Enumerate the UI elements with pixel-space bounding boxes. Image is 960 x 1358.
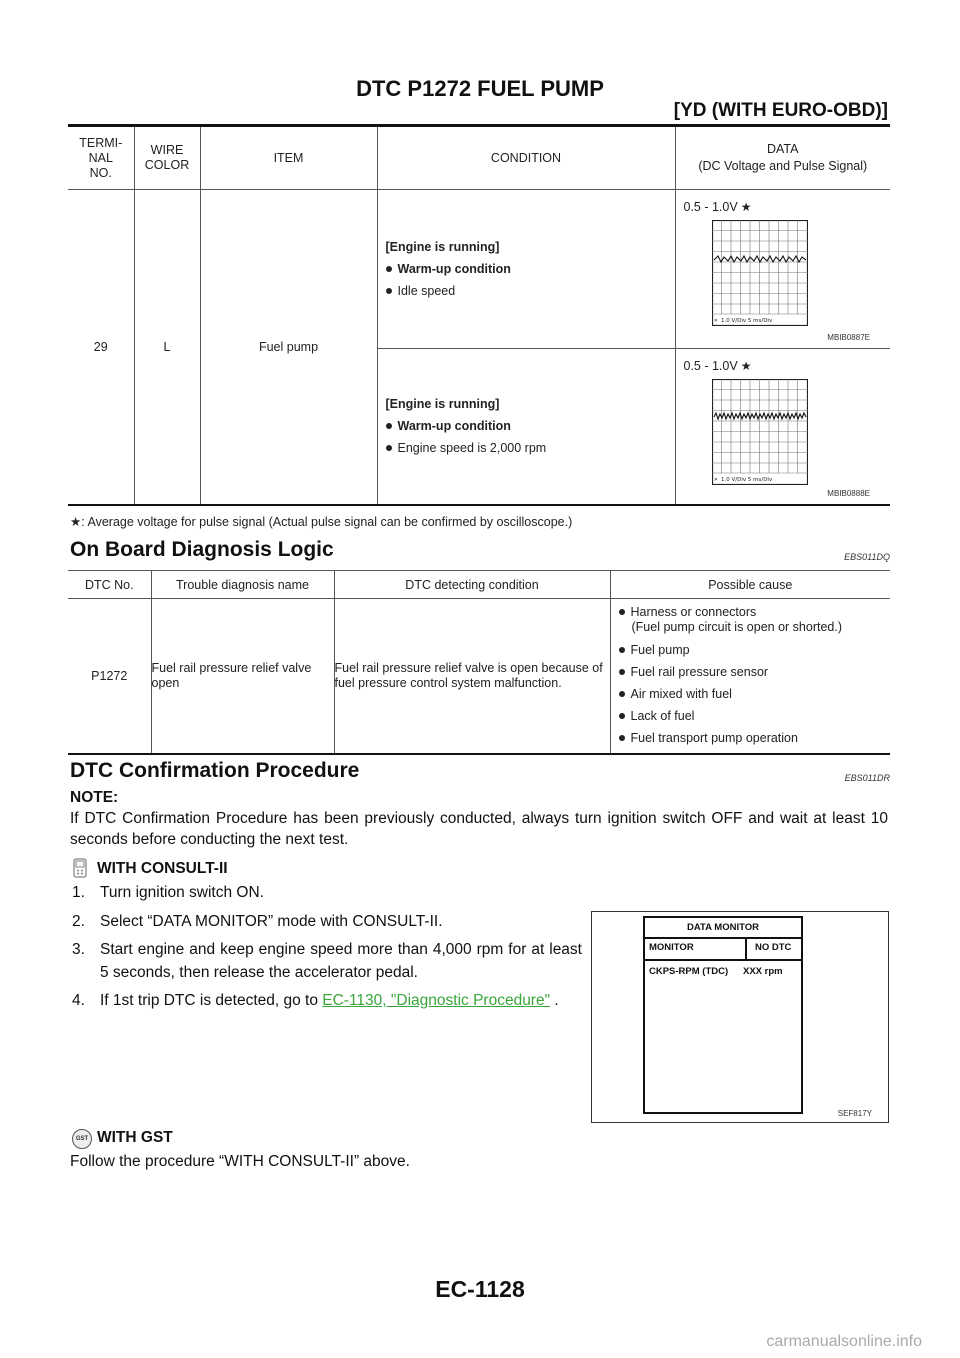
list-item: Air mixed with fuel xyxy=(619,683,883,705)
dtc-table xyxy=(68,570,890,755)
table-row xyxy=(68,190,890,349)
figure-id: SEF817Y xyxy=(837,1109,872,1118)
diagnostic-procedure-link[interactable]: EC-1130, "Diagnostic Procedure" xyxy=(322,992,551,1009)
bullet-icon xyxy=(386,445,392,451)
col-data: DATA (DC Voltage and Pulse Signal) xyxy=(675,127,890,190)
col-detect-condition: DTC detecting condition xyxy=(334,571,610,599)
condition-bullet: Warm-up condition xyxy=(386,258,675,280)
svg-text:»: » xyxy=(713,317,718,324)
list-item-detail: (Fuel pump circuit is open or shorted.) xyxy=(631,620,843,634)
list-item: Fuel transport pump operation xyxy=(619,727,883,749)
bullet-icon xyxy=(619,669,625,675)
col-condition: CONDITION xyxy=(377,127,675,190)
col-possible-cause: Possible cause xyxy=(610,571,890,599)
condition-bullet: Engine speed is 2,000 rpm xyxy=(386,437,675,459)
bullet-icon xyxy=(619,691,625,697)
list-item: 1. Turn ignition switch ON. xyxy=(72,884,264,901)
data-cell xyxy=(675,190,890,349)
condition-cell xyxy=(377,349,675,505)
bullet-icon xyxy=(386,288,392,294)
consult-icon xyxy=(72,858,88,883)
col-trouble-name: Trouble diagnosis name xyxy=(151,571,334,599)
monitor-row-label: CKPS-RPM (TDC) xyxy=(649,966,729,977)
terminal-table-header xyxy=(68,127,890,190)
section-code-confirmation: EBS011DR xyxy=(844,773,890,783)
gst-text: Follow the procedure “WITH CONSULT-II” above. xyxy=(70,1153,410,1170)
voltage-value: 0.5 - 1.0V ★ xyxy=(683,359,752,373)
possible-causes xyxy=(610,599,890,755)
bullet-icon xyxy=(619,735,625,741)
voltage-value: 0.5 - 1.0V ★ xyxy=(683,200,752,214)
condition-cell xyxy=(377,190,675,349)
figure-id: MBIB0888E xyxy=(827,488,870,498)
list-item: 4. If 1st trip DTC is detected, go to EC-1130, "Diagnostic Procedure" . xyxy=(72,992,559,1009)
list-item: 3. Start engine and keep engine speed more than 4,000 rpm for at least 5 seconds, then release the accelerator pedal. xyxy=(72,941,582,981)
oscilloscope-waveform xyxy=(712,379,808,485)
list-item: Harness or connectors xyxy=(619,601,883,623)
condition-title: [Engine is running] xyxy=(385,397,500,412)
scope-scale-label: 1.0 V/Div 5 ms/Div xyxy=(720,318,772,324)
col-dtc-no: DTC No. xyxy=(68,571,151,599)
bullet-icon xyxy=(619,713,625,719)
monitor-title: DATA MONITOR xyxy=(687,922,759,933)
star-icon: ★ xyxy=(740,359,752,373)
svg-text:»: » xyxy=(713,476,718,483)
data-monitor-figure xyxy=(591,911,889,1123)
item-name: Fuel pump xyxy=(200,190,377,505)
star-icon: ★ xyxy=(70,515,82,529)
condition-bullet: Idle speed xyxy=(386,280,675,302)
bullet-icon xyxy=(386,266,392,272)
page-title: DTC P1272 FUEL PUMP xyxy=(356,76,604,101)
bullet-icon xyxy=(386,423,392,429)
table-footnote: ★: Average voltage for pulse signal (Actual pulse signal can be confirmed by oscilloscope.) xyxy=(70,515,573,529)
terminal-table xyxy=(68,127,890,506)
list-item: Lack of fuel xyxy=(619,705,883,727)
dtc-number: P1272 xyxy=(68,599,151,755)
page-number: EC-1128 xyxy=(435,1276,525,1302)
wire-color: L xyxy=(134,190,200,505)
col-terminal: TERMI- NAL NO. xyxy=(68,127,134,190)
list-item: 2. Select “DATA MONITOR” mode with CONSULT-II. xyxy=(72,912,443,930)
dtc-table-header xyxy=(68,571,890,599)
monitor-row-value: XXX rpm xyxy=(743,966,783,977)
condition-title: [Engine is running] xyxy=(385,240,500,254)
page-subtitle: [YD (WITH EURO-OBD)] xyxy=(673,100,888,121)
data-cell xyxy=(675,349,890,505)
list-item: Fuel rail pressure sensor xyxy=(619,661,883,683)
watermark: carmanualsonline.info xyxy=(766,1333,922,1350)
consult-heading: WITH CONSULT-II xyxy=(97,860,228,877)
bullet-icon xyxy=(619,647,625,653)
gst-heading: WITH GST xyxy=(97,1129,173,1146)
note-label: NOTE: xyxy=(70,789,119,806)
table-row xyxy=(68,599,890,755)
monitor-screen xyxy=(643,916,803,1114)
list-item: Fuel pump xyxy=(619,639,883,661)
col-item: ITEM xyxy=(200,127,377,190)
note-text: If DTC Confirmation Procedure has been previously conducted, always turn ignition switch OFF and wait at least 10 seconds before conducting the next test. xyxy=(70,810,888,848)
section-title-obd: On Board Diagnosis Logic xyxy=(70,538,334,561)
monitor-col2: NO DTC xyxy=(755,942,792,953)
monitor-col1: MONITOR xyxy=(649,942,694,953)
detecting-condition: Fuel rail pressure relief valve is open because of fuel pressure control system malfunction. xyxy=(334,599,610,755)
trouble-diagnosis-name: Fuel rail pressure relief valve open xyxy=(151,599,334,755)
terminal-number: 29 xyxy=(68,190,134,505)
section-title-confirmation: DTC Confirmation Procedure xyxy=(70,759,360,782)
col-wire-color: WIRE COLOR xyxy=(134,127,200,190)
scope-scale-label: 1.0 V/Div 5 ms/Div xyxy=(720,477,772,483)
condition-bullet: Warm-up condition xyxy=(386,415,675,437)
bullet-icon xyxy=(619,609,625,615)
procedure-steps xyxy=(72,882,582,1019)
oscilloscope-waveform xyxy=(712,220,808,326)
figure-id: MBIB0887E xyxy=(827,333,870,342)
section-code-obd: EBS011DQ xyxy=(844,552,890,562)
gst-icon: GST xyxy=(72,1129,92,1149)
star-icon: ★ xyxy=(740,200,752,214)
